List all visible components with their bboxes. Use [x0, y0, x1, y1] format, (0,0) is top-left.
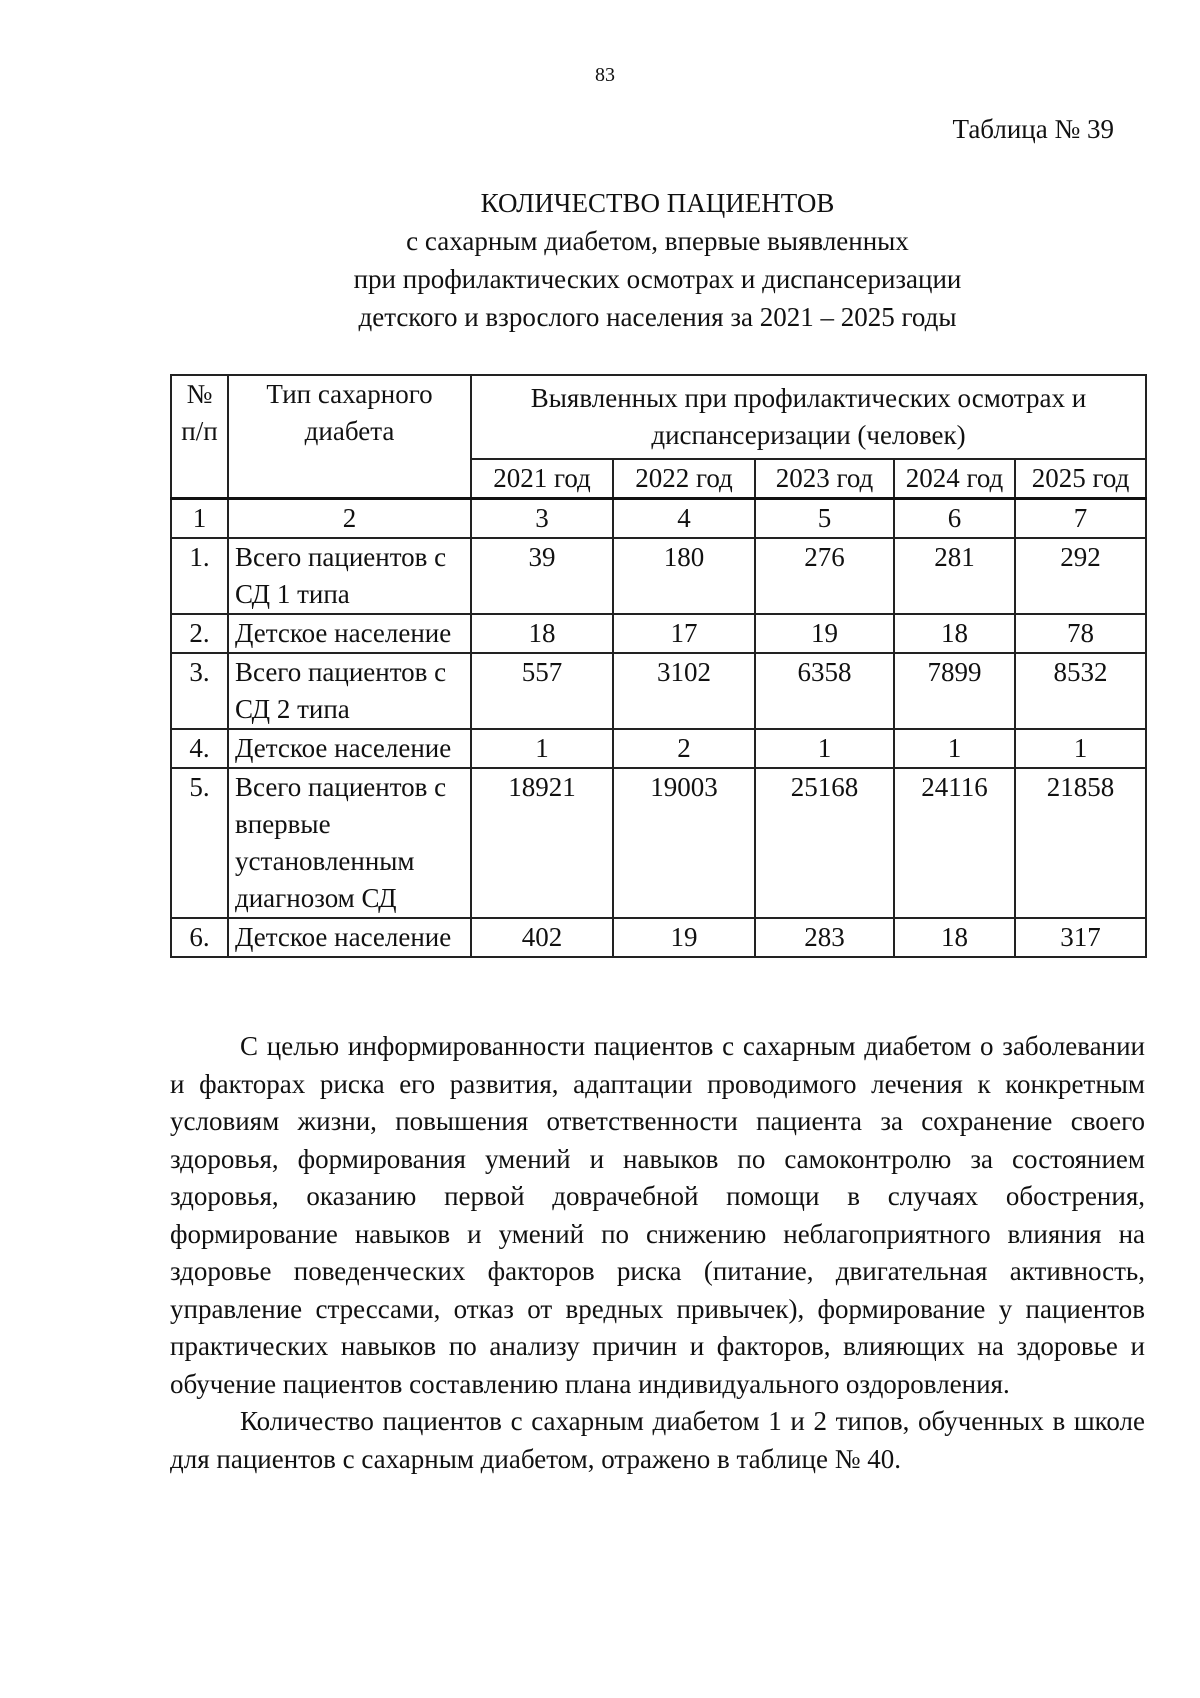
row-num: 1. — [171, 538, 228, 614]
row-value: 1 — [471, 729, 613, 768]
page-number: 83 — [595, 64, 615, 86]
row-name: Всего пациентов с СД 1 типа — [228, 538, 471, 614]
header-row — [171, 375, 1146, 459]
header-num: № п/п — [171, 375, 228, 499]
row-value: 19003 — [613, 768, 755, 918]
row-value: 317 — [1015, 918, 1146, 957]
title-line: детского и взрослого населения за 2021 – 2025 годы — [358, 302, 957, 332]
row-num: 3. — [171, 653, 228, 729]
row-name: Всего пациентов с СД 2 типа — [228, 653, 471, 729]
header-year: 2022 год — [613, 459, 755, 499]
row-num: 5. — [171, 768, 228, 918]
row-name: Детское население — [228, 729, 471, 768]
row-value: 8532 — [1015, 653, 1146, 729]
table-row — [171, 653, 1146, 729]
row-value: 18 — [471, 614, 613, 653]
row-value: 6358 — [755, 653, 894, 729]
patients-table — [170, 374, 1147, 958]
body-text — [170, 1028, 1145, 1478]
title-line: с сахарным диабетом, впервые выявленных — [406, 226, 909, 256]
row-value: 18 — [894, 918, 1015, 957]
header-type: Тип сахарного диабета — [228, 375, 471, 499]
row-value: 19 — [613, 918, 755, 957]
row-value: 39 — [471, 538, 613, 614]
row-name: Детское население — [228, 614, 471, 653]
column-number: 3 — [471, 499, 613, 539]
column-number: 6 — [894, 499, 1015, 539]
paragraph: С целью информированности пациентов с сахарным диабетом о заболевании и факторах риска его развития, адаптации проводимого лечения к конкретным условиям жизни, повышения ответственности пациента за сохранение своего здоровья, формирования умений и навыков по самоконтролю за состоянием здоровья, оказанию первой доврачебной помощи в случаях обострения, формирование навыков и умений по снижению неблагоприятного влияния на здоровье поведенческих факторов риска (питание, двигательная активность, управление стрессами, отказ от вредных привычек), формирование у пациентов практических навыков по анализу причин и факторов, влияющих на здоровье и обучение пациентов составлению плана индивидуального оздоровления. — [170, 1031, 1145, 1399]
row-value: 21858 — [1015, 768, 1146, 918]
row-value: 276 — [755, 538, 894, 614]
row-value: 557 — [471, 653, 613, 729]
row-value: 18921 — [471, 768, 613, 918]
row-value: 281 — [894, 538, 1015, 614]
row-num: 6. — [171, 918, 228, 957]
paragraph: Количество пациентов с сахарным диабетом 1 и 2 типов, обученных в школе для пациентов с сахарным диабетом, отражено в таблице № 40. — [170, 1406, 1145, 1474]
table-title — [150, 184, 1165, 336]
row-value: 17 — [613, 614, 755, 653]
row-name: Детское население — [228, 918, 471, 957]
table-row — [171, 729, 1146, 768]
row-value: 1 — [1015, 729, 1146, 768]
row-value: 19 — [755, 614, 894, 653]
row-value: 18 — [894, 614, 1015, 653]
row-value: 180 — [613, 538, 755, 614]
column-number: 2 — [228, 499, 471, 539]
title-line: при профилактических осмотрах и диспансеризации — [353, 264, 962, 294]
column-number: 1 — [171, 499, 228, 539]
table-row — [171, 918, 1146, 957]
header-group: Выявленных при профилактических осмотрах и диспансеризации (человек) — [471, 375, 1146, 459]
row-value: 1 — [894, 729, 1015, 768]
table-row — [171, 768, 1146, 918]
row-num: 4. — [171, 729, 228, 768]
row-value: 78 — [1015, 614, 1146, 653]
row-value: 1 — [755, 729, 894, 768]
column-numbers-row — [171, 499, 1146, 539]
column-number: 5 — [755, 499, 894, 539]
row-value: 7899 — [894, 653, 1015, 729]
row-value: 3102 — [613, 653, 755, 729]
row-name: Всего пациентов с впервые установленным диагнозом СД — [228, 768, 471, 918]
row-value: 292 — [1015, 538, 1146, 614]
title-line: КОЛИЧЕСТВО ПАЦИЕНТОВ — [480, 188, 835, 218]
table-row — [171, 538, 1146, 614]
row-value: 402 — [471, 918, 613, 957]
header-year: 2023 год — [755, 459, 894, 499]
row-value: 283 — [755, 918, 894, 957]
row-value: 24116 — [894, 768, 1015, 918]
column-number: 7 — [1015, 499, 1146, 539]
row-value: 25168 — [755, 768, 894, 918]
table-row — [171, 614, 1146, 653]
row-value: 2 — [613, 729, 755, 768]
header-year: 2025 год — [1015, 459, 1146, 499]
row-num: 2. — [171, 614, 228, 653]
header-year: 2021 год — [471, 459, 613, 499]
table-label: Таблица № 39 — [952, 114, 1114, 144]
column-number: 4 — [613, 499, 755, 539]
header-year: 2024 год — [894, 459, 1015, 499]
